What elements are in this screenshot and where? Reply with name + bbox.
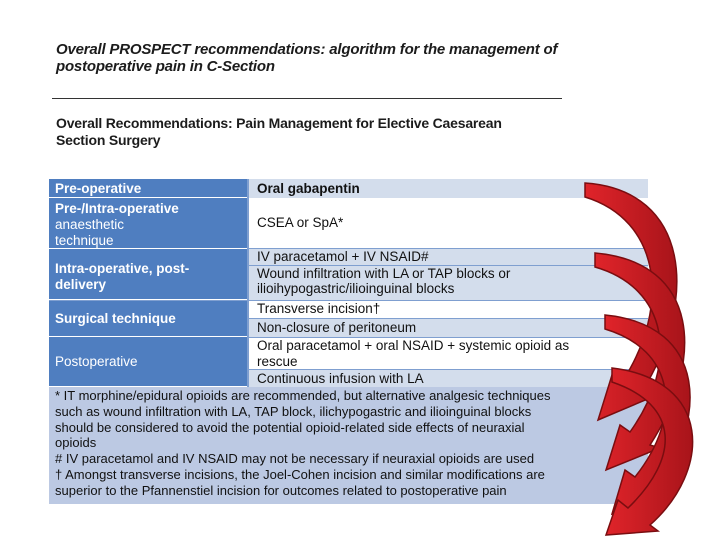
- section-heading-line-1: Overall Recommendations: Pain Management for Elective Caesarean: [56, 115, 502, 131]
- page-title: [56, 41, 576, 75]
- row-category-surgical-technique: Surgical technique: [49, 301, 247, 337]
- footnote-line: * IT morphine/epidural opioids are recommended, but alternative analgesic techniques: [55, 388, 551, 403]
- recommendation-item: Wound infiltration with LA or TAP blocks or: [249, 266, 648, 281]
- footnote-line: # IV paracetamol and IV NSAID may not be necessary if neuraxial opioids are used: [55, 451, 535, 467]
- footnotes: [49, 387, 648, 504]
- row-category-anaesthetic-technique: Pre-/Intra-operative anaesthetic technique: [49, 198, 247, 249]
- page-title-line-2: postoperative pain in C-Section: [56, 58, 275, 75]
- recommendation-item: ilioihypogastric/ilioinguinal blocks: [249, 281, 648, 300]
- row-category-preoperative: Pre-operative: [49, 179, 247, 198]
- footnote-line: opioids: [55, 435, 97, 451]
- recommendation-item: Non-closure of peritoneum: [249, 319, 648, 337]
- recommendation-item-continued: rescue: [249, 354, 648, 369]
- recommendation-item: Continuous infusion with LA: [249, 370, 648, 387]
- footnote-line: such as wound infiltration with LA, TAP block, ilichypogastric and ilioinguinal blocks: [55, 403, 532, 419]
- title-divider: [52, 98, 562, 99]
- recommendation-item: IV paracetamol + IV NSAID#: [249, 249, 648, 265]
- section-heading: [56, 115, 576, 149]
- footnote-line: superior to the Pfannenstiel incision for outcomes related to postoperative pain: [55, 482, 507, 498]
- page-title-line-1: Overall PROSPECT recommendations: algorithm for the management of: [56, 41, 558, 58]
- table-row-surgical-technique: [49, 301, 648, 337]
- footnote-line: should be considered to avoid the potential opioid-related side effects of neuraxial: [55, 419, 525, 435]
- recommendation-item: Oral gabapentin: [249, 179, 648, 198]
- row-category-intraoperative: Intra-operative, post- delivery: [49, 249, 247, 300]
- row-category-postoperative: Postoperative: [49, 337, 247, 387]
- table-row-postoperative: [49, 337, 648, 387]
- recommendation-item: CSEA or SpA*: [249, 198, 648, 248]
- recommendation-item: Oral paracetamol + oral NSAID + systemic opioid as: [249, 338, 648, 354]
- footnote-line: † Amongst transverse incisions, the Joel-Cohen incision and similar modifications are: [55, 466, 545, 482]
- recommendation-item: Transverse incision†: [249, 301, 648, 318]
- table-row-anaesthetic-technique: [49, 198, 648, 249]
- section-heading-line-2: Section Surgery: [56, 132, 161, 148]
- table-row-preoperative: [49, 179, 648, 198]
- table-row-intraoperative-post-delivery: [49, 249, 648, 300]
